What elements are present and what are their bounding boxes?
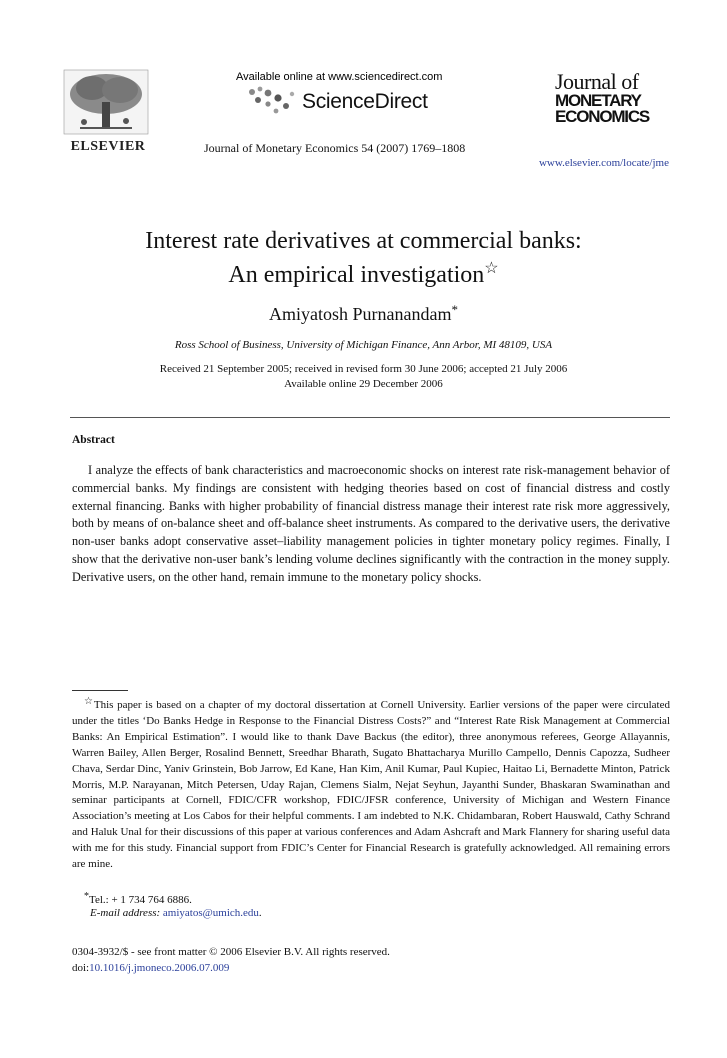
article-title	[40, 227, 687, 289]
footnote-tel	[84, 891, 192, 906]
footnote-email	[90, 907, 262, 919]
email-end: .	[258, 907, 262, 919]
page-header	[0, 0, 727, 175]
issn-copyright: 0304-3932/$ - see front matter © 2006 Elsevier B.V. All rights reserved.	[72, 946, 390, 958]
email-link[interactable]: amiyatos@umich.edu	[162, 907, 259, 919]
author-line	[0, 302, 727, 325]
journal-url-link[interactable]: www.elsevier.com/locate/jme	[538, 157, 669, 169]
doi-link[interactable]: 10.1016/j.jmoneco.2006.07.009	[89, 962, 230, 974]
available-online-date: Available online 29 December 2006	[284, 378, 443, 390]
tel-mark: *	[84, 891, 89, 902]
author-footnote-mark[interactable]: *	[451, 302, 458, 317]
received-dates: Received 21 September 2005; received in revised form 30 June 2006; accepted 21 July 2006	[159, 363, 568, 375]
sciencedirect-dots-icon	[246, 84, 298, 120]
footnote-star-text: This paper is based on a chapter of my doctoral dissertation at Cornell University. Earlier versions of the paper were circulated under the titles ‘Do Banks Hedge in Response to the Financial Distress Costs?” and “Interest Rate Risk Management at Commercial Banks: An Empirical Estimation”. I would like to thank Dave Backus (the editor), three anonymous referees, George Allayannis, Warren Bailey, Allen Berger, Rosalind Bennett, Sreedhar Bharath, Sugato Bhattacharya Murillo Campello, Dennis Capozza, Sudheer Chava, Serdar Dinc, Yaniv Grinstein, Bob Jarrow, Ed Kane, Han Kim, Anil Kumar, Paul Kupiec, Haitao Li, Bernadette Minton, Patrick Morris, M.P. Narayanan, Mitch Petersen, Uday Rajan, Clemens Sialm, Nejat Seyhun, Jayanthi Sunder, Bhaskaran Swaminathan and seminar participants at Cornell, FDIC/CFR workshop, FDIC/JFSR conference, University of Michigan and Western Finance Association’s meeting at Los Cabos for their helpful comments. I am indebted to N.K. Chidambaran, Robert Hauswald, Cathy Schrand and Haluk Unal for their discussions of this paper at various conferences and Adam Ashcraft and Mark Flannery for sharing useful data with me for this study. Financial support from FDIC’s Center for Financial Research is gratefully acknowledged. All remaining errors are mine.	[72, 699, 670, 871]
doi-prefix: doi:	[72, 962, 90, 974]
tel-number: Tel.: + 1 734 764 6886.	[89, 894, 192, 906]
title-line1: Interest rate derivatives at commercial banks:	[145, 228, 582, 254]
title-footnote-mark[interactable]: ☆	[484, 260, 499, 277]
journal-logo-line1: Journal of	[555, 69, 639, 94]
title-line2: An empirical investigation	[228, 262, 485, 288]
journal-logo-line3: ECONOMICS	[555, 107, 650, 127]
divider-top	[70, 417, 670, 418]
sciencedirect-name: ScienceDirect	[302, 90, 428, 113]
dates	[0, 362, 727, 392]
journal-logo-line2: MONETARY	[555, 90, 641, 110]
sciencedirect-logo	[246, 84, 456, 120]
footnote-star-mark: ☆	[84, 696, 94, 707]
title-line2-wrap	[40, 255, 687, 289]
abstract-heading: Abstract	[72, 434, 115, 446]
author-name: Amiyatosh Purnanandam	[269, 304, 452, 324]
abstract-text: I analyze the effects of bank characteristics and macroeconomic shocks on interest rate risk-management behavior of commercial banks. My findings are consistent with hedging theories based on cost of financial distress and costly external financing. Banks with higher probability of financial distress manage their interest rate risk more aggressively, both by means of on-balance sheet and off-balance sheet instruments. As compared to the derivative users, the derivative non-user banks adopt conservative asset–liability management policies in tighter monetary policy regimes. Finally, I show that the derivative non-user bank’s lending volume declines significantly with the contraction in the money supply. Derivative users, on the other hand, remain immune to the monetary policy shocks.	[72, 463, 670, 584]
doi-line	[72, 962, 229, 974]
journal-logo	[555, 69, 669, 127]
affiliation: Ross School of Business, University of Michigan Finance, Ann Arbor, MI 48109, USA	[174, 339, 553, 351]
journal-reference: Journal of Monetary Economics 54 (2007) 1769–1808	[204, 141, 466, 155]
footnote-star	[72, 694, 670, 873]
email-label: E-mail address:	[90, 907, 161, 919]
publisher-name: ELSEVIER	[70, 139, 146, 154]
footnote-divider	[72, 690, 128, 691]
available-online-text: Available online at www.sciencedirect.com	[236, 71, 443, 83]
